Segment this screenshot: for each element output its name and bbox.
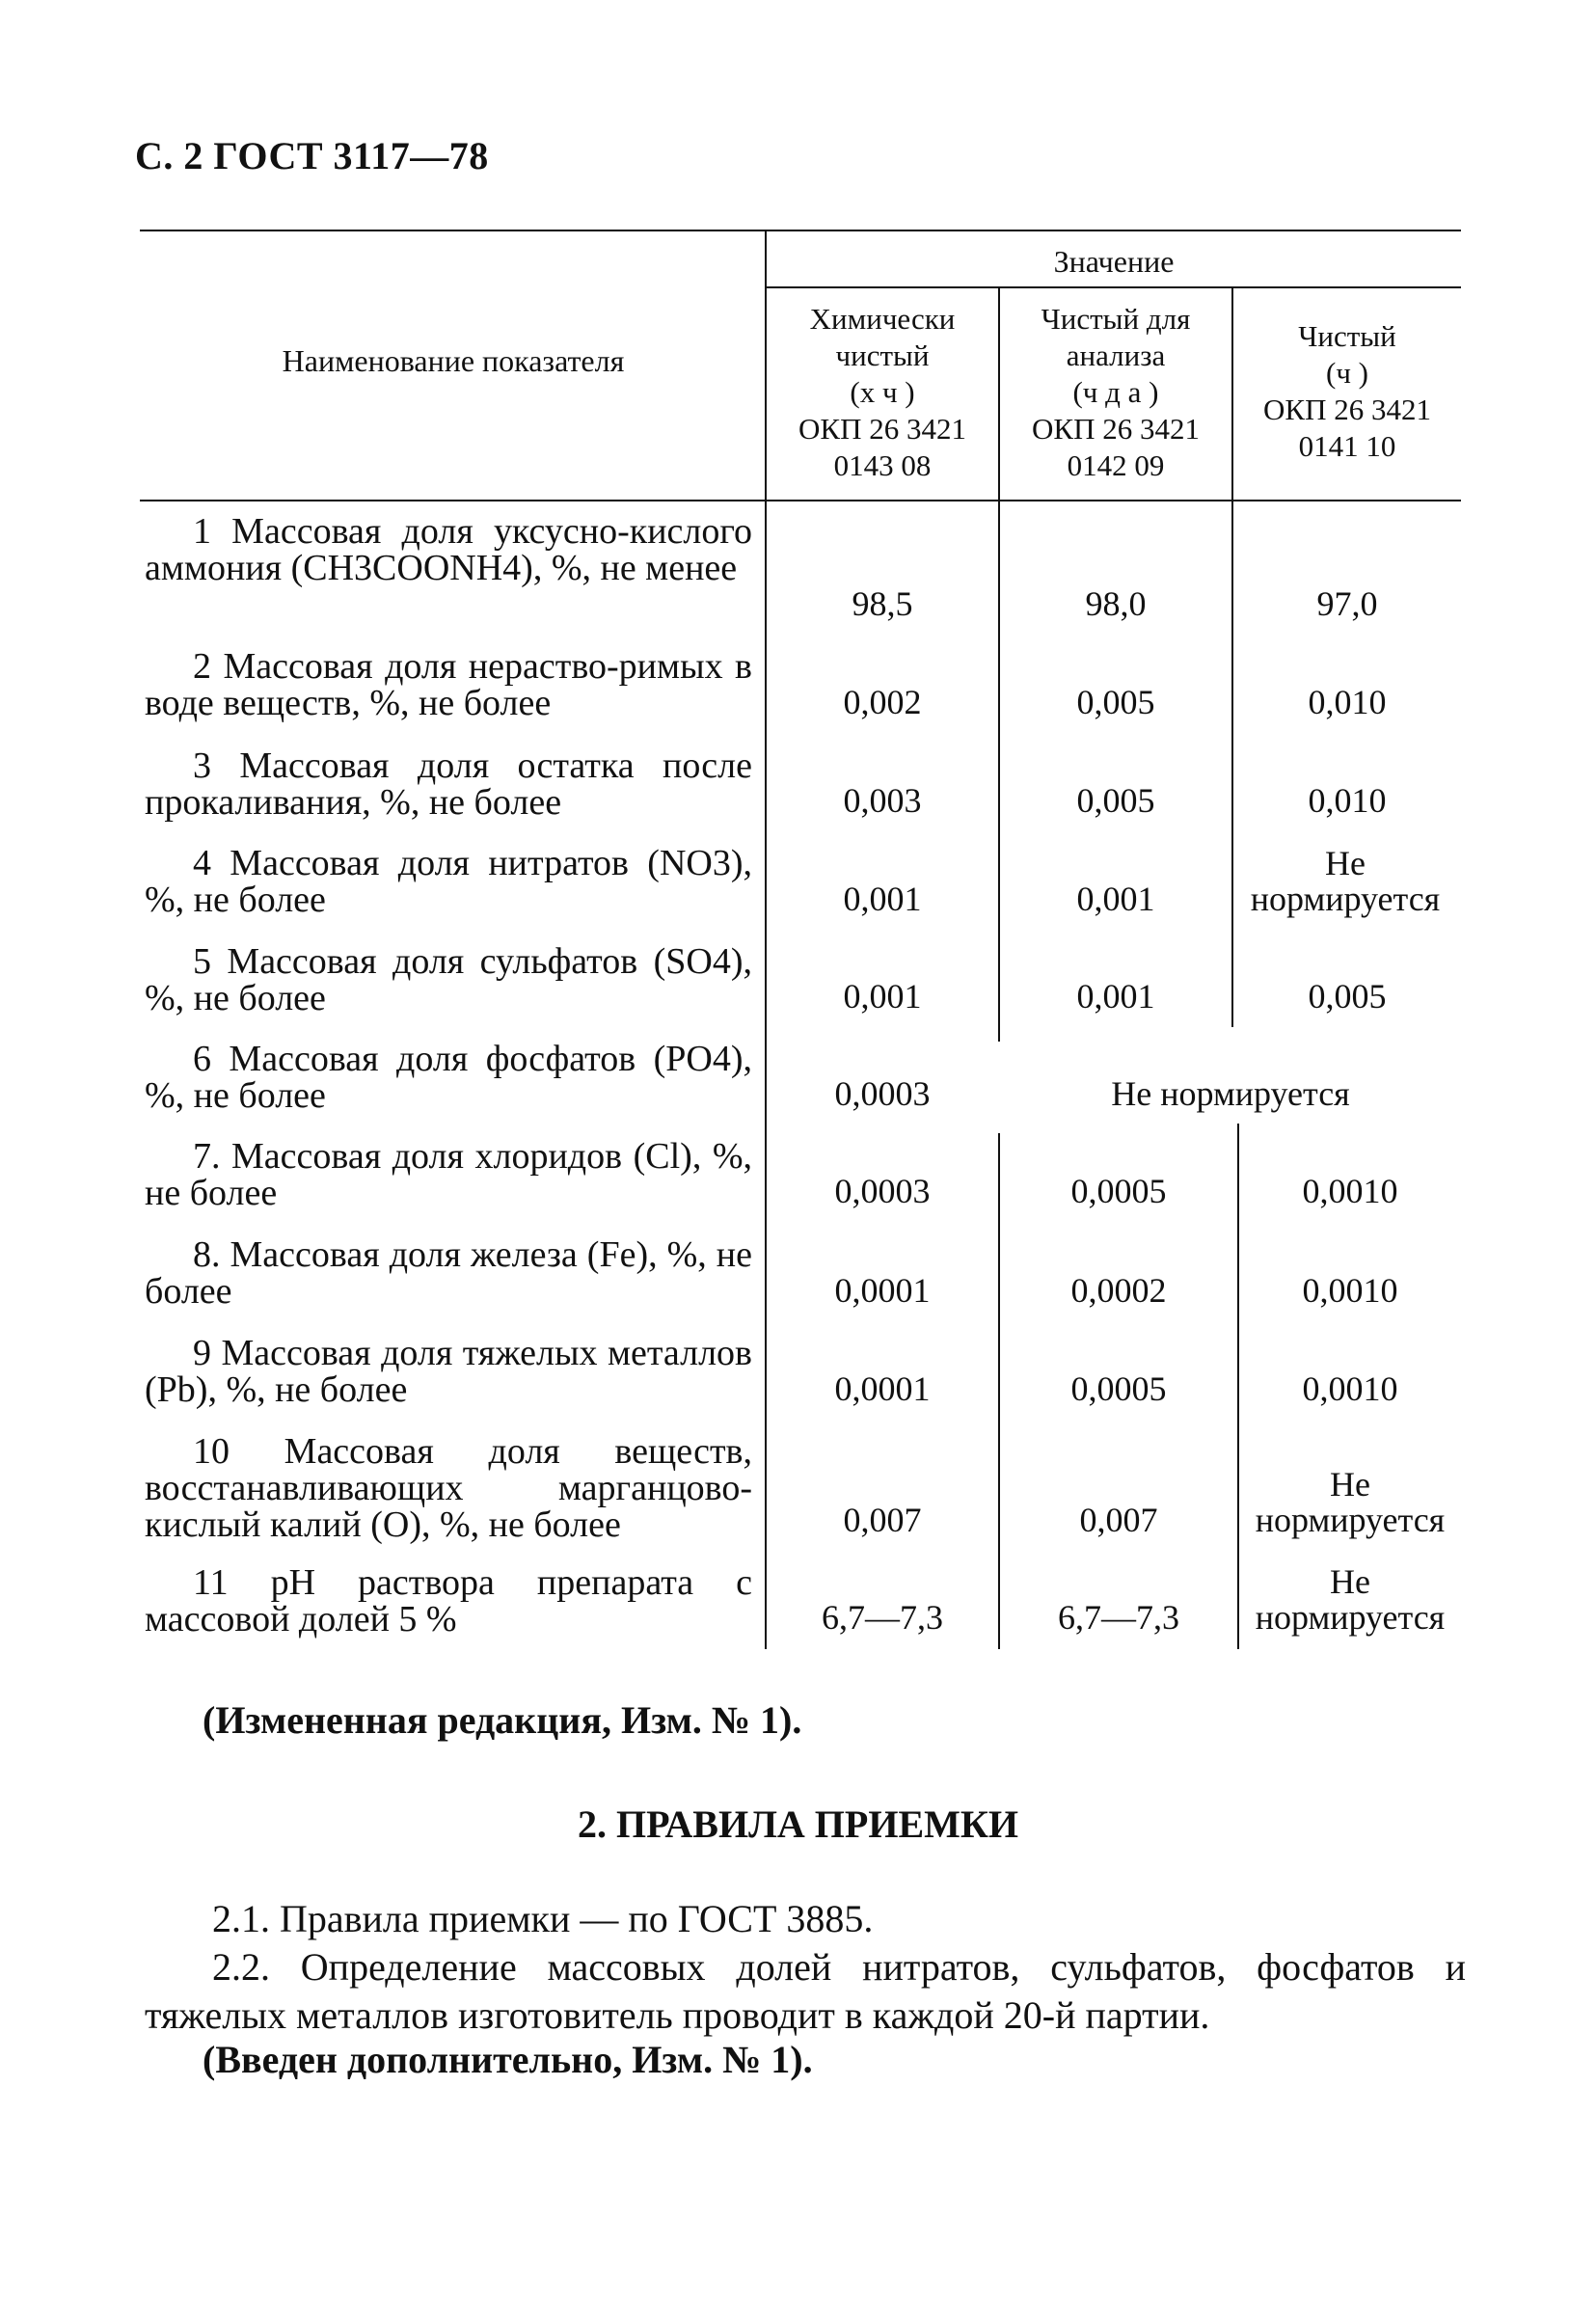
table-cell-value: 0,0001 (834, 1369, 931, 1408)
table-cell-value: 6,7—7,3 (1058, 1598, 1179, 1637)
table-cell-value: 0,010 (1308, 781, 1387, 820)
table-cell-value: 0,0010 (1302, 1271, 1398, 1310)
amendment-note: (Измененная редакция, Изм. № 1). (203, 1698, 802, 1742)
table-cell-value: 0,003 (843, 781, 922, 820)
table-cell-value: 98,5 (852, 584, 913, 623)
amendment-note: (Введен дополнительно, Изм. № 1). (203, 2038, 813, 2081)
table-cell-value: 0,001 (843, 880, 922, 918)
table-cell-value: 0,0002 (1070, 1271, 1167, 1310)
table-cell-value: 0,001 (1076, 977, 1155, 1016)
grade-okp1: ОКП 26 3421 (1263, 393, 1431, 426)
table-cell-value: Не нормируется (1111, 1074, 1350, 1113)
grade-header-pure (1233, 318, 1461, 465)
table-cell-value: 0,010 (1308, 683, 1387, 721)
page-header: С. 2 ГОСТ 3117—78 (135, 134, 489, 177)
table-cell-value: 0,005 (1076, 683, 1155, 721)
table-cell-value: 97,0 (1316, 584, 1378, 623)
table-row-name: 4 Массовая доля нитратов (NO3), %, не более (145, 843, 752, 920)
table-row-name: 6 Массовая доля фосфатов (PO4), %, не более (145, 1039, 752, 1116)
table-cell-value: 0,007 (1079, 1501, 1158, 1539)
grade-okp2: 0142 09 (1067, 448, 1165, 482)
value-header: Значение (1053, 244, 1175, 279)
table-cell-value: 98,0 (1085, 584, 1147, 623)
grade-okp2: 0143 08 (833, 448, 932, 482)
column-header-name: Наименование показателя (282, 343, 625, 378)
paragraph-2-1: 2.1. Правила приемки — по ГОСТ 3885. (212, 1897, 874, 1940)
body-divider-grade1 (998, 501, 1000, 1042)
table-cell-value: 0,0001 (834, 1271, 931, 1310)
table-row-name: 2 Массовая доля нераство-римых в воде веществ, %, не более (145, 646, 752, 723)
table-cell-value: 0,007 (843, 1501, 922, 1539)
table-row-name: 3 Массовая доля остатка после прокаливания, %, не более (145, 745, 752, 823)
table-row-name: 9 Массовая доля тяжелых металлов (Pb), %, не более (145, 1333, 752, 1410)
table-cell-value: 0,002 (843, 683, 922, 721)
table-cell-value: 0,0005 (1070, 1172, 1167, 1210)
table-cell-value: 0,0010 (1302, 1369, 1398, 1408)
table-cell-value: 0,005 (1076, 781, 1155, 820)
grade-header-analysis-pure (1000, 301, 1231, 484)
table-cell-value: 0,005 (1308, 977, 1387, 1016)
table-top-rule (140, 230, 1461, 231)
table-cell-value: 0,0010 (1302, 1172, 1398, 1210)
table-row-name: 8. Массовая доля железа (Fe), %, не более (145, 1234, 752, 1312)
grade-name: Чистый (1298, 319, 1396, 353)
paragraph-2-2: 2.2. Определение массовых долей нитратов, сульфатов, фосфатов и тяжелых металлов изготовитель проводит в каждой 20-й партии. (145, 1945, 1466, 2037)
table-cell-value: 0,0005 (1070, 1369, 1167, 1408)
table-cell-value: Не нормируется (1255, 1465, 1446, 1539)
body-divider-grade2 (1231, 501, 1233, 1027)
body-divider-name (765, 501, 767, 1649)
table-cell-value: 0,0003 (834, 1172, 931, 1210)
table-cell-value: Не нормируется (1250, 844, 1441, 918)
grade-name: Чистый для анализа (1041, 302, 1191, 372)
grade-abbr: (х ч ) (850, 375, 915, 409)
table-row-name: 11 pH раствора препарата с массовой долей 5 % (145, 1562, 752, 1639)
table-cell-value: 0,001 (1076, 880, 1155, 918)
grade-abbr: (ч д а ) (1072, 375, 1159, 409)
grade-name: Химически чистый (809, 302, 956, 372)
section-title: 2. ПРАВИЛА ПРИЕМКИ (577, 1802, 1018, 1846)
grade-okp2: 0141 10 (1298, 429, 1396, 463)
table-cell-value: 0,0003 (834, 1074, 931, 1113)
table-row-name: 1 Массовая доля уксусно-кислого аммония (CH3COONH4), %, не менее (145, 511, 752, 588)
table-cell-value: 0,001 (843, 977, 922, 1016)
table-header-bottom-rule (140, 500, 1461, 501)
table-row-name: 7. Массовая доля хлоридов (Cl), %, не более (145, 1136, 752, 1213)
value-header-rule (765, 286, 1461, 288)
table-row-name: 5 Массовая доля сульфатов (SO4), %, не более (145, 941, 752, 1018)
table-cell-value: Не нормируется (1255, 1562, 1446, 1637)
grade-abbr: (ч ) (1326, 356, 1368, 390)
grade-okp1: ОКП 26 3421 (1032, 412, 1200, 446)
grade-okp1: ОКП 26 3421 (798, 412, 966, 446)
table-row-name: 10 Массовая доля веществ, восстанавливающих марганцово-кислый калий (О), %, не более (145, 1431, 752, 1545)
grade-header-chemically-pure (767, 301, 998, 484)
table-cell-value: 6,7—7,3 (822, 1598, 943, 1637)
